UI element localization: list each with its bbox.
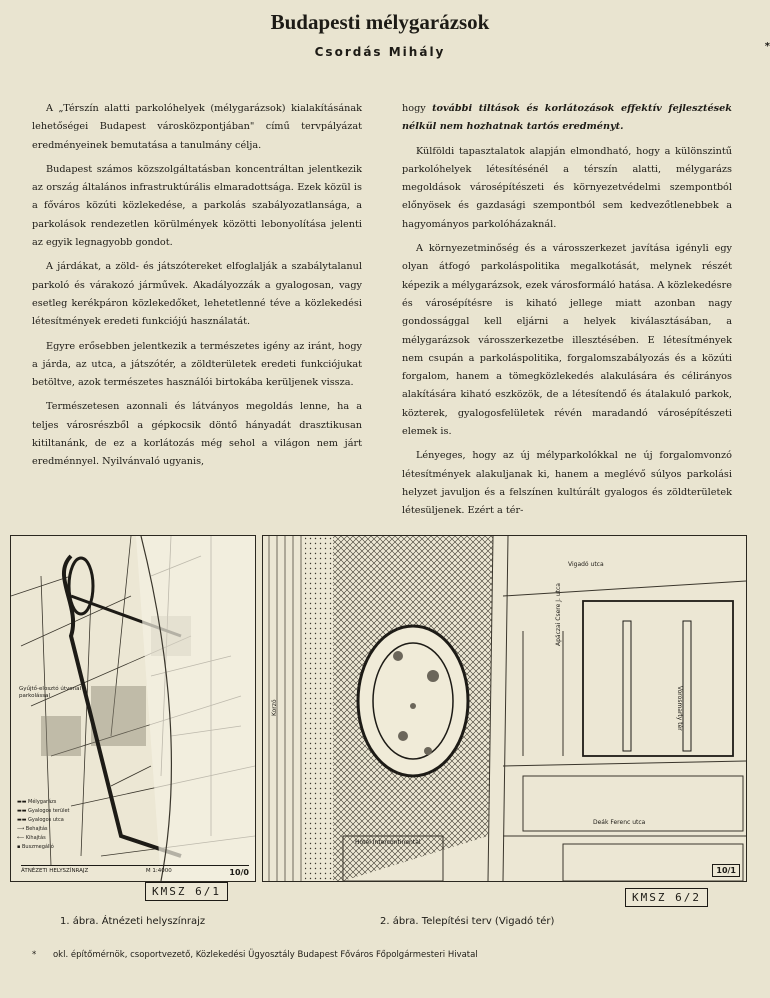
footnote-mark: * — [32, 950, 37, 960]
legend-item: ▬▬ Gyalogos terület — [17, 808, 70, 814]
street-label: Hotel Intercontinental — [355, 839, 421, 846]
paragraph: Egyre erősebben jelentkezik a természetes igény az iránt, hogy a járda, az utca, a játszótér, a zöldterületek eredeti funkciójukat betöltve, azok természetes használói birtokába kerüljenek vissza. — [32, 340, 362, 389]
paragraph: A környezetminőség és a városszerkezet javítása igényli egy olyan átfogó parkoláspolitika megalkotását, melynek részét képezik a mélygarázsok, ezek városformáló hatása. A közlekedésre és városépítésre is kiható jellege miatt azonban nagy gondossággal kell eljárni a helyek kiválasztásában, a mélygarázsok városszerkezetbe illesztésében. E létesítmények nem csupán a parkoláspolitika, forgalomszabályozás és a közúti forgalom, hanem a tömegközlekedés alakulására és célirányos alakítására kiható eszközök, de a létesítendő és átalakuló parkok, közterek, gyalogosfelületek révén maradandó városépítészeti elemek is. — [402, 243, 732, 438]
figure-site-plan — [262, 535, 747, 882]
footnote-text: okl. építőmérnök, csoportvezető, Közlekedési Ügyosztály Budapest Főváros Főpolgármesteri Hivatal — [52, 950, 478, 960]
figure-caption: 1. ábra. Átnézeti helyszínrajz — [60, 916, 206, 927]
figure-code-label: KMSZ 6/1 — [145, 882, 228, 901]
author-text: Csordás Mihály — [314, 45, 446, 59]
site-plan-drawing — [263, 536, 746, 881]
legend-item: ▪ Buszmegálló — [17, 844, 54, 850]
paragraph: A „Térszín alatti parkolóhelyek (mélygarázsok) kialakításának lehetőségei Budapest városközpontjában" című tervpályázat eredményeinek bemutatása a tanulmány célja. — [32, 103, 362, 151]
street-label: Vigadó utca — [568, 561, 604, 568]
scale-text: M 1:4000 — [145, 868, 172, 874]
paragraph-lead: hogy — [402, 103, 433, 114]
paragraph: A járdákat, a zöld- és játszótereket elfoglalják a szabálytalanul parkoló és várakozó járművek. Akadályozzák a gyalogosan, vagy esetleg kerékpáron közlekedőket, lehetetlenné téve a közlekedési létesítmények eredeti funkciójú használatát. — [32, 261, 362, 328]
paragraph: Budapest számos közszolgáltatásban koncentráltan jelentkezik az ország általános infrastruktúrális elmaradottsága. Ezek közül is a főváros közúti közlekedése, a parkolás szabályozatlansága, a parkolások rendezetlen körülmények közötti lebonyolítása jelenti az egyik legnagyobb gondot. — [32, 163, 362, 249]
article-title: Budapesti mélygarázsok — [270, 10, 490, 34]
sheet-number: 10/0 — [229, 868, 249, 877]
paragraph — [402, 100, 732, 137]
paragraph: Külföldi tapasztalatok alapján elmondható, hogy a különszintű parkolóhelyek létesítésénél a térszín alatti, mélygarázs megoldások városépítészeti és környezetvédelmi szempontból előnyösek és gazdasági szempontból sem kedvezőtlenebbek a hagyományos parkolóházaknál. — [402, 145, 732, 230]
title-block-text: ÁTNÉZETI HELYSZÍNRAJZ — [21, 868, 89, 874]
street-label: Vörösmarty tér — [676, 686, 683, 731]
map-note: Gyűjtő-elosztó útvonal parkolással — [19, 686, 81, 699]
left-column — [32, 100, 362, 478]
paragraph: Természetesen azonnali és látványos megoldás lenne, ha a teljes városrészből a gépkocsik döntő hányadát drasztikusan kitiltanánk, de ez a korlátozás még sehol a világon nem járt eredménnyel. Nyilvánvaló ugyanis, — [32, 401, 362, 468]
paragraph: Lényeges, hogy az új mélyparkolókkal ne új forgalomvonzó létesítmények alakuljanak ki, hanem a meglévő súlyos parkolási helyzet javuljon és a felszínen kultúrált gyalogos és zöldterületek létesüljenek. Ezért a tér- — [402, 450, 732, 517]
legend-item: ▬▬ Gyalogos utca — [17, 817, 64, 823]
legend-item: ⟶ Behajtás — [17, 826, 48, 832]
street-label: Korzó — [271, 699, 278, 716]
author-name — [0, 41, 770, 59]
right-column — [402, 100, 732, 527]
legend-item: ▬▬ Mélygarázs — [17, 799, 57, 805]
figure-code-label: KMSZ 6/2 — [625, 888, 708, 907]
emphasis-text: további tiltások és korlátozások effektív fejlesztések nélkül nem hozhatnak tartós eredményt. — [402, 103, 733, 133]
street-label: Apáczai Csere J. utca — [555, 583, 562, 646]
map-legend — [17, 798, 70, 852]
map-title-block — [21, 865, 249, 877]
legend-item: ⟵ Kihajtás — [17, 835, 46, 841]
footnote — [32, 950, 478, 960]
figure-overview-map — [10, 535, 256, 882]
street-label: Deák Ferenc utca — [593, 819, 646, 826]
author-footnote-mark: * — [764, 41, 770, 52]
figure-caption: 2. ábra. Telepítési terv (Vigadó tér) — [380, 916, 555, 927]
sheet-number: 10/1 — [712, 864, 740, 877]
